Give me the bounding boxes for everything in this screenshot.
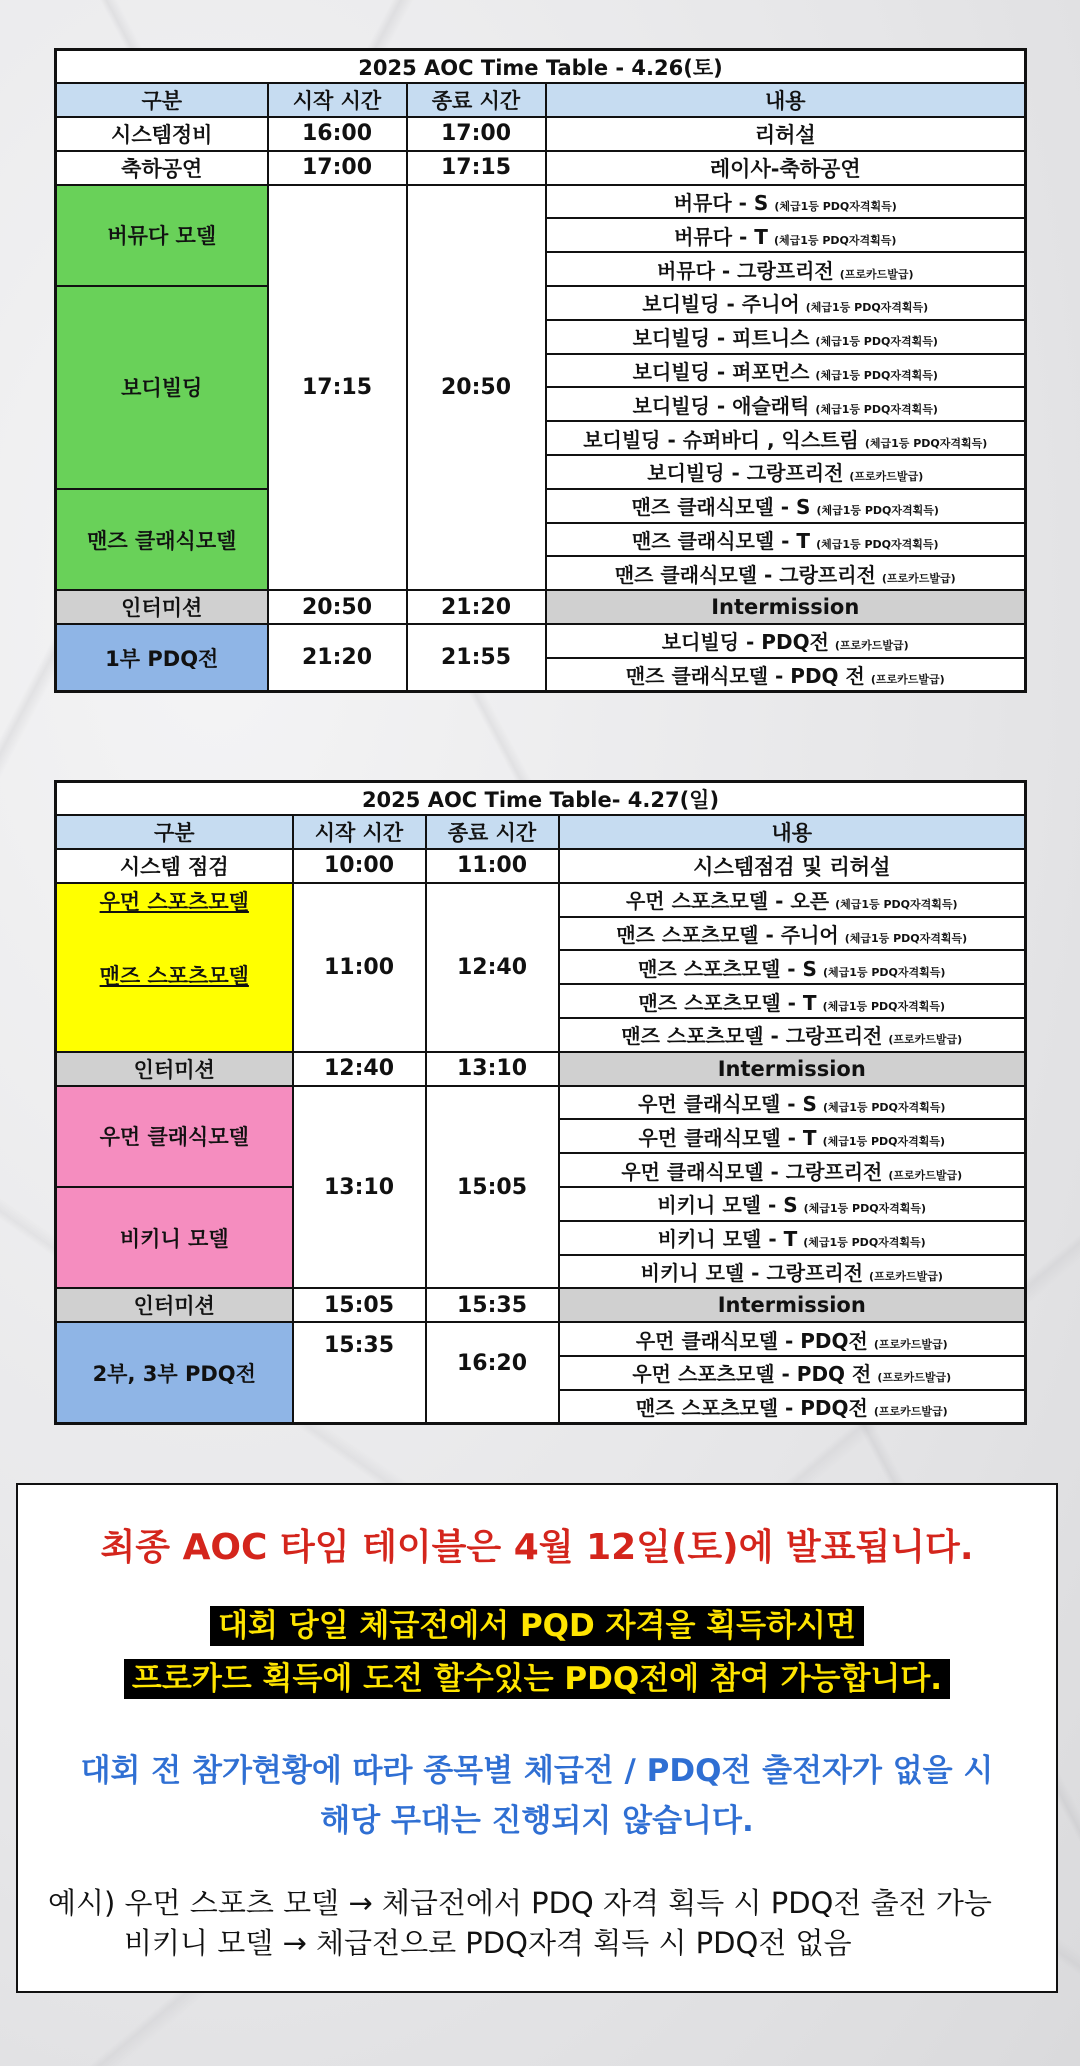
intermission-content: Intermission	[546, 590, 1026, 624]
block-start-time: 11:00	[293, 883, 426, 1052]
row-end-time: 17:00	[407, 117, 546, 151]
event-item: 보디빌딩 - 그랑프리전 (프로카드발급)	[546, 455, 1026, 489]
header-start-time: 시작 시간	[268, 83, 407, 117]
event-item: 보디빌딩 - 피트니스 (체급1등 PDQ자격획득)	[546, 320, 1026, 354]
example-line-2: 비키니 모델 → 체급전으로 PDQ자격 획득 시 PDQ전 없음	[124, 1926, 852, 1960]
block-end-time: 15:05	[426, 1086, 559, 1289]
event-item: 우먼 클래식모델 - S (체급1등 PDQ자격획득)	[559, 1086, 1026, 1120]
row-category: 시스템 점검	[56, 849, 293, 883]
event-item: 맨즈 스포츠모델 - S (체급1등 PDQ자격획득)	[559, 950, 1026, 984]
event-item: 버뮤다 - 그랑프리전 (프로카드발급)	[546, 252, 1026, 286]
category-sports-models	[56, 883, 293, 1052]
intermission-end: 21:20	[407, 590, 546, 624]
event-item: 비키니 모델 - 그랑프리전 (프로카드발급)	[559, 1255, 1026, 1289]
event-item: 보디빌딩 - 애슬래틱 (체급1등 PDQ자격획득)	[546, 387, 1026, 421]
intermission-start: 12:40	[293, 1052, 426, 1086]
final-timetable-announcement: 최종 AOC 타임 테이블은 4월 12일(토)에 발표됩니다.	[100, 1527, 974, 1568]
event-item: 맨즈 스포츠모델 - T (체급1등 PDQ자격획득)	[559, 984, 1026, 1018]
block-start-time: 17:15	[268, 185, 407, 591]
event-item: 우먼 스포츠모델 - 오픈 (체급1등 PDQ자격획득)	[559, 883, 1026, 917]
intermission-end: 15:35	[426, 1288, 559, 1322]
intermission-content: Intermission	[559, 1052, 1026, 1086]
event-item: 비키니 모델 - S (체급1등 PDQ자격획득)	[559, 1187, 1026, 1221]
category-bermuda-model: 버뮤다 모델	[56, 185, 268, 286]
event-item: 비키니 모델 - T (체급1등 PDQ자격획득)	[559, 1221, 1026, 1255]
header-content: 내용	[559, 815, 1026, 849]
event-item: 보디빌딩 - PDQ전 (프로카드발급)	[546, 624, 1026, 658]
intermission-start: 20:50	[268, 590, 407, 624]
category-pdq-part1: 1부 PDQ전	[56, 624, 268, 692]
header-category: 구분	[56, 83, 268, 117]
block-end-time: 20:50	[407, 185, 546, 591]
event-item: 맨즈 클래식모델 - PDQ 전 (프로카드발급)	[546, 658, 1026, 692]
category-womens-sports-model: 우먼 스포츠모델	[99, 889, 249, 914]
category-bodybuilding: 보디빌딩	[56, 286, 268, 489]
row-start-time: 16:00	[268, 117, 407, 151]
intermission-start: 15:05	[293, 1288, 426, 1322]
pdq-start-time: 15:35	[293, 1322, 426, 1423]
row-category: 축하공연	[56, 151, 268, 185]
event-item: 보디빌딩 - 슈퍼바디 , 익스트림 (체급1등 PDQ자격획득)	[546, 421, 1026, 455]
event-item: 버뮤다 - T (체급1등 PDQ자격획득)	[546, 218, 1026, 252]
event-item: 보디빌딩 - 주니어 (체급1등 PDQ자격획득)	[546, 286, 1026, 320]
category-womens-classic-model: 우먼 클래식모델	[56, 1086, 293, 1187]
event-item: 맨즈 클래식모델 - T (체급1등 PDQ자격획득)	[546, 523, 1026, 557]
event-item: 맨즈 스포츠모델 - 주니어 (체급1등 PDQ자격획득)	[559, 917, 1026, 951]
header-content: 내용	[546, 83, 1026, 117]
event-item: 맨즈 스포츠모델 - 그랑프리전 (프로카드발급)	[559, 1018, 1026, 1052]
row-start-time: 17:00	[268, 151, 407, 185]
row-content: 시스템점검 및 리허설	[559, 849, 1026, 883]
cancellation-notice-2: 해당 무대는 진행되지 않습니다.	[320, 1803, 754, 1839]
header-end-time: 종료 시간	[426, 815, 559, 849]
event-item: 보디빌딩 - 퍼포먼스 (체급1등 PDQ자격획득)	[546, 354, 1026, 388]
intermission-content: Intermission	[559, 1288, 1026, 1322]
row-start-time: 10:00	[293, 849, 426, 883]
block-end-time: 12:40	[426, 883, 559, 1052]
timetable-title: 2025 AOC Time Table - 4.26(토)	[56, 50, 1026, 84]
row-category: 시스템정비	[56, 117, 268, 151]
intermission-end: 13:10	[426, 1052, 559, 1086]
category-pdq-part2-3: 2부, 3부 PDQ전	[56, 1322, 293, 1423]
intermission-label: 인터미션	[56, 1288, 293, 1322]
header-start-time: 시작 시간	[293, 815, 426, 849]
header-category: 구분	[56, 815, 293, 849]
event-item: 맨즈 클래식모델 - S (체급1등 PDQ자격획득)	[546, 489, 1026, 523]
notice-box	[16, 1483, 1058, 1993]
category-mens-classic-model: 맨즈 클래식모델	[56, 489, 268, 590]
event-item: 우먼 클래식모델 - 그랑프리전 (프로카드발급)	[559, 1153, 1026, 1187]
row-content: 리허설	[546, 117, 1026, 151]
example-line-1: 예시) 우먼 스포츠 모델 → 체급전에서 PDQ 자격 획득 시 PDQ전 출전 가능	[48, 1886, 992, 1920]
header-end-time: 종료 시간	[407, 83, 546, 117]
cancellation-notice-1: 대회 전 참가현황에 따라 종목별 체급전 / PDQ전 출전자가 없을 시	[80, 1753, 994, 1789]
pdq-qualification-highlight-1: 대회 당일 체급전에서 PQD 자격을 획득하시면	[210, 1606, 864, 1646]
pdq-start-time: 21:20	[268, 624, 407, 692]
category-mens-sports-model: 맨즈 스포츠모델	[99, 963, 249, 988]
timetable-day2	[54, 780, 1027, 1425]
pdq-qualification-highlight-2: 프로카드 획득에 도전 할수있는 PDQ전에 참여 가능합니다.	[124, 1659, 950, 1699]
timetable-title: 2025 AOC Time Table- 4.27(일)	[56, 782, 1026, 816]
pdq-end-time: 21:55	[407, 624, 546, 692]
block-start-time: 13:10	[293, 1086, 426, 1289]
timetable-day1	[54, 48, 1027, 693]
event-item: 맨즈 클래식모델 - 그랑프리전 (프로카드발급)	[546, 556, 1026, 590]
category-bikini-model: 비키니 모델	[56, 1187, 293, 1288]
pdq-end-time: 16:20	[426, 1322, 559, 1423]
row-content: 레이사-축하공연	[546, 151, 1026, 185]
intermission-label: 인터미션	[56, 590, 268, 624]
event-item: 맨즈 스포츠모델 - PDQ전 (프로카드발급)	[559, 1390, 1026, 1424]
event-item: 버뮤다 - S (체급1등 PDQ자격획득)	[546, 185, 1026, 219]
row-end-time: 11:00	[426, 849, 559, 883]
event-item: 우먼 클래식모델 - PDQ전 (프로카드발급)	[559, 1322, 1026, 1356]
event-item: 우먼 클래식모델 - T (체급1등 PDQ자격획득)	[559, 1119, 1026, 1153]
event-item: 우먼 스포츠모델 - PDQ 전 (프로카드발급)	[559, 1356, 1026, 1390]
intermission-label: 인터미션	[56, 1052, 293, 1086]
row-end-time: 17:15	[407, 151, 546, 185]
